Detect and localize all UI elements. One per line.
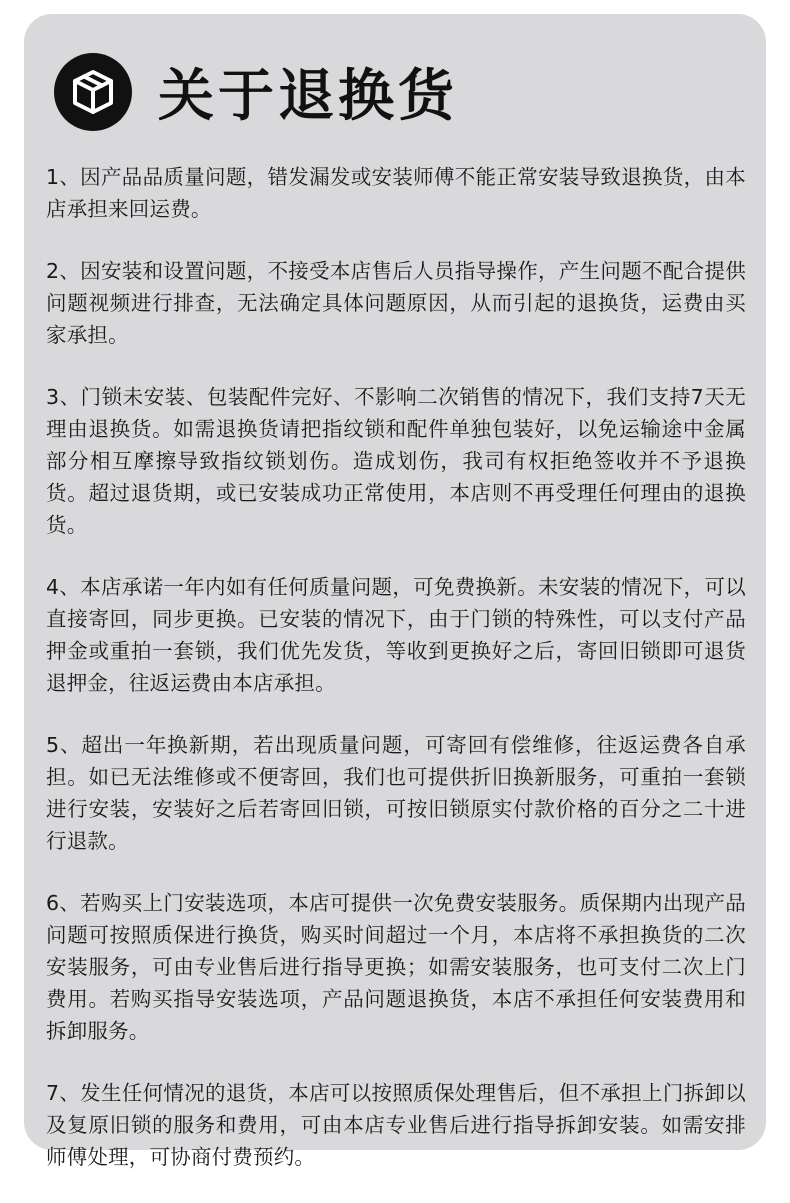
return-policy-card: [24, 14, 766, 1169]
policy-item-6: 6、若购买上门安装选项，本店可提供一次免费安装服务。质保期内出现产品问题可按照质保进行换货，购买时间超过一个月，本店将不承担换货的二次安装服务，可由专业售后进行指导更换；如需安装服务，也可支付二次上门费用。若购买指导安装选项，产品问题退换货，本店不承担任何安装费用和拆卸服务。: [46, 891, 746, 1043]
policy-item-2: 2、因安装和设置问题，不接受本店售后人员指导操作，产生问题不配合提供问题视频进行排查，无法确定具体问题原因，从而引起的退换货，运费由买家承担。: [46, 259, 746, 347]
policy-list: [46, 161, 746, 1203]
header: [54, 52, 458, 132]
policy-item-4: 4、本店承诺一年内如有任何质量问题，可免费换新。未安装的情况下，可以直接寄回，同步更换。已安装的情况下，由于门锁的特殊性，可以支付产品押金或重拍一套锁，我们优先发货，等收到更换好之后，寄回旧锁即可退货退押金，往返运费由本店承担。: [46, 575, 746, 695]
policy-item-3: 3、门锁未安装、包装配件完好、不影响二次销售的情况下，我们支持7天无理由退换货。如需退换货请把指纹锁和配件单独包装好，以免运输途中金属部分相互摩擦导致指纹锁划伤。造成划伤，我司有权拒绝签收并不予退换货。超过退货期，或已安装成功正常使用，本店则不再受理任何理由的退换货。: [46, 385, 746, 537]
package-box-icon: [54, 53, 132, 131]
policy-item-7: 7、发生任何情况的退货，本店可以按照质保处理售后，但不承担上门拆卸以及复原旧锁的服务和费用，可由本店专业售后进行指导拆卸安装。如需安排师傅处理，可协商付费预约。: [46, 1081, 746, 1169]
policy-item-1: 1、因产品品质量问题，错发漏发或安装师傅不能正常安装导致退换货，由本店承担来回运费。: [46, 165, 746, 221]
policy-item-5: 5、超出一年换新期，若出现质量问题，可寄回有偿维修，往返运费各自承担。如已无法维修或不便寄回，我们也可提供折旧换新服务，可重拍一套锁进行安装，安装好之后若寄回旧锁，可按旧锁原实付款价格的百分之二十进行退款。: [46, 733, 746, 853]
page-title: 关于退换货: [158, 64, 458, 129]
